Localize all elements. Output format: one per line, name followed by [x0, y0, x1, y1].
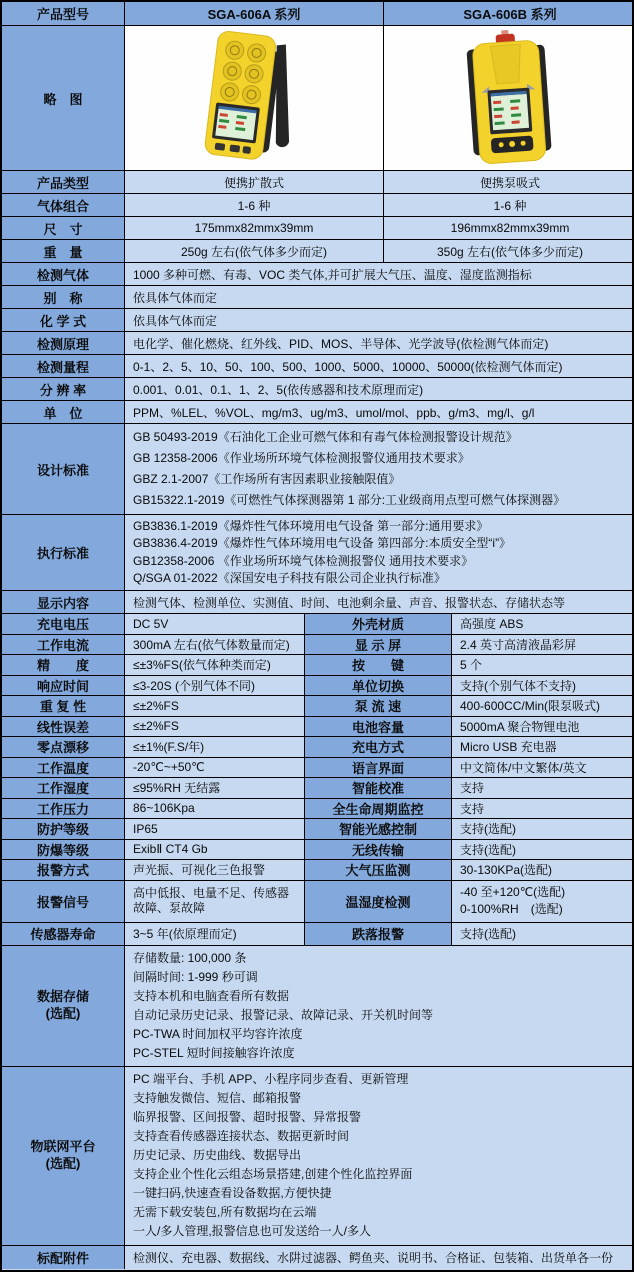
- spec-value: 依具体气体而定: [125, 309, 634, 332]
- spec-label: 尺 寸: [2, 217, 125, 240]
- spec-value: 1000 多种可燃、有毒、VOC 类气体,并可扩展大气压、温度、湿度监测指标: [125, 263, 634, 286]
- standard-line: GB3836.4-2019《爆炸性气体环境用电气设备 第四部分:本质安全型“i”》: [133, 536, 512, 551]
- spec-label: 智能校准: [305, 778, 452, 799]
- spec-value-a: 250g 左右(依气体多少而定): [125, 240, 384, 263]
- spec-value-a: 1-6 种: [125, 194, 384, 217]
- spec-value: 支持(选配): [452, 923, 634, 946]
- row-weight: [2, 240, 632, 263]
- spec-value: 支持: [452, 799, 634, 820]
- sketch-row: [2, 26, 632, 171]
- spec-label: 重 复 性: [2, 696, 125, 717]
- spec-label: 产品类型: [2, 171, 125, 194]
- row-alias: [2, 286, 632, 309]
- spec-label: 分 辨 率: [2, 378, 125, 401]
- spec-label: 工作电流: [2, 635, 125, 656]
- spec-label: 充电方式: [305, 737, 452, 758]
- feature-line: PC-TWA 时间加权平均容许浓度: [133, 1026, 303, 1041]
- standard-line: GB12358-2006 《作业场所环境气体检测报警仪 通用技术要求》: [133, 553, 474, 568]
- spec-label: 响应时间: [2, 676, 125, 697]
- feature-line: 支持企业个性化云组态场景搭建,创建个性化监控界面: [133, 1167, 413, 1182]
- spec-label: 气体组合: [2, 194, 125, 217]
- spec-value: 30-130KPa(选配): [452, 860, 634, 881]
- device-b-illustration: [430, 29, 590, 167]
- row-protection-grade: [2, 819, 632, 840]
- data-storage-list: [125, 946, 634, 1067]
- spec-value: ≤3-20S (个别气体不同): [125, 676, 305, 697]
- spec-value: ≤95%RH 无结露: [125, 778, 305, 799]
- row-working-temp: [2, 758, 632, 779]
- feature-line: 自动记录历史记录、报警记录、故障记录、开关机时间等: [133, 1007, 434, 1022]
- feature-line: PC 端平台、手机 APP、小程序同步查看、更新管理: [133, 1071, 409, 1086]
- spec-label: 零点漂移: [2, 737, 125, 758]
- spec-label: 防护等级: [2, 819, 125, 840]
- spec-label: 单位切换: [305, 676, 452, 697]
- row-exec-standards: [2, 515, 632, 591]
- spec-label: 检测气体: [2, 263, 125, 286]
- header-model-a: SGA-606A 系列: [125, 2, 384, 26]
- spec-label: 重 量: [2, 240, 125, 263]
- row-unit: [2, 401, 632, 424]
- spec-label: 显 示 屏: [305, 635, 452, 656]
- spec-label: 别 称: [2, 286, 125, 309]
- feature-line: 一人/多人管理,报警信息也可发送给一人/多人: [133, 1224, 372, 1239]
- spec-label: [2, 946, 125, 1067]
- row-working-pressure: [2, 799, 632, 820]
- row-product-type: [2, 171, 632, 194]
- spec-label: 报警方式: [2, 860, 125, 881]
- row-design-standards: [2, 424, 632, 515]
- spec-label: 按 键: [305, 655, 452, 676]
- spec-label: 化 学 式: [2, 309, 125, 332]
- spec-label: 检测原理: [2, 332, 125, 355]
- spec-label: 泵 流 速: [305, 696, 452, 717]
- spec-label: 执行标准: [2, 515, 125, 591]
- spec-value: 400-600CC/Min(限泵吸式): [452, 696, 634, 717]
- spec-label: 线性误差: [2, 717, 125, 738]
- temp-humidity-values: [452, 881, 634, 923]
- spec-value: 高强度 ABS: [452, 614, 634, 635]
- spec-label: 检测量程: [2, 355, 125, 378]
- row-working-current: [2, 635, 632, 656]
- row-iot-platform: [2, 1067, 632, 1246]
- spec-label: 传感器寿命: [2, 923, 125, 946]
- spec-value: 支持(选配): [452, 840, 634, 861]
- row-gas-combo: [2, 194, 632, 217]
- row-alarm-mode: [2, 860, 632, 881]
- spec-label: 智能光感控制: [305, 819, 452, 840]
- feature-line: 支持触发微信、短信、邮箱报警: [133, 1090, 302, 1105]
- feature-line: 间隔时间: 1-999 秒可调: [133, 969, 258, 984]
- spec-value-a: 175mmx82mmx39mm: [125, 217, 384, 240]
- spec-label: 电池容量: [305, 717, 452, 738]
- spec-label: 工作湿度: [2, 778, 125, 799]
- standard-line: Q/SGA 01-2022《深国安电子科技有限公司企业执行标准》: [133, 570, 446, 585]
- spec-label: 显示内容: [2, 591, 125, 614]
- spec-value: 电化学、催化燃烧、红外线、PID、MOS、半导体、光学波导(依检测气体而定): [125, 332, 634, 355]
- row-range: [2, 355, 632, 378]
- spec-value: 0-1、2、5、10、50、100、500、1000、5000、10000、50000(依检测气体而定): [125, 355, 634, 378]
- feature-line: 历史记录、历史曲线、数据导出: [133, 1147, 302, 1162]
- spec-label: 精 度: [2, 655, 125, 676]
- header-model-b: SGA-606B 系列: [384, 2, 634, 26]
- standard-line: GB 12358-2006《作业场所环境气体检测报警仪通用技术要求》: [133, 451, 470, 465]
- spec-value: 支持: [452, 778, 634, 799]
- spec-label: 温湿度检测: [305, 881, 452, 923]
- spec-label-line: 物联网平台: [30, 1139, 96, 1155]
- spec-value: ≤±2%FS: [125, 696, 305, 717]
- feature-line: 支持查看传感器连接状态、数据更新时间: [133, 1128, 350, 1143]
- spec-value: 依具体气体而定: [125, 286, 634, 309]
- feature-line: 临界报警、区间报警、超时报警、异常报警: [133, 1109, 362, 1124]
- spec-label: 大气压监测: [305, 860, 452, 881]
- spec-value: 检测气体、检测单位、实测值、时间、电池剩余量、声音、报警状态、存储状态等: [125, 591, 634, 614]
- row-resolution: [2, 378, 632, 401]
- spec-value: 300mA 左右(依气体数量而定): [125, 635, 305, 656]
- spec-value-b: 196mmx82mmx39mm: [384, 217, 634, 240]
- spec-value: IP65: [125, 819, 305, 840]
- spec-value: DC 5V: [125, 614, 305, 635]
- row-linearity: [2, 717, 632, 738]
- spec-value: 中文简体/中文繁体/英文: [452, 758, 634, 779]
- feature-line: 存储数量: 100,000 条: [133, 950, 247, 965]
- row-zero-drift: [2, 737, 632, 758]
- spec-value: 0.001、0.01、0.1、1、2、5(依传感器和技术原理而定): [125, 378, 634, 401]
- row-display-content: [2, 591, 632, 614]
- spec-label-line: (选配): [45, 1155, 81, 1171]
- spec-value-b: 便携泵吸式: [384, 171, 634, 194]
- spec-value-line: -40 至+120℃(选配): [460, 884, 566, 899]
- row-sensor-life: [2, 923, 632, 946]
- spec-label: 设计标准: [2, 424, 125, 515]
- sketch-label: 略 图: [2, 26, 125, 171]
- row-formula: [2, 309, 632, 332]
- spec-label-line: (选配): [45, 1005, 81, 1021]
- product-b-image: [384, 26, 634, 171]
- spec-value: 高中低报、电量不足、传感器故障、泵故障: [125, 881, 305, 923]
- header-label: 产品型号: [2, 2, 125, 26]
- spec-value: 86~106Kpa: [125, 799, 305, 820]
- spec-label: 单 位: [2, 401, 125, 424]
- feature-line: PC-STEL 短时间接触容许浓度: [133, 1045, 295, 1060]
- standard-line: GB3836.1-2019《爆炸性气体环境用电气设备 第一部分:通用要求》: [133, 519, 489, 534]
- design-standards-list: [125, 424, 634, 515]
- spec-value: ≤±1%(F.S/年): [125, 737, 305, 758]
- feature-line: 支持本机和电脑查看所有数据: [133, 988, 290, 1003]
- spec-label: [2, 1067, 125, 1246]
- row-charge-voltage: [2, 614, 632, 635]
- spec-value: 支持(选配): [452, 819, 634, 840]
- spec-value-a: 便携扩散式: [125, 171, 384, 194]
- spec-label: 跌落报警: [305, 923, 452, 946]
- spec-label: 外壳材质: [305, 614, 452, 635]
- spec-label: 无线传输: [305, 840, 452, 861]
- spec-value: ≤±3%FS(依气体种类而定): [125, 655, 305, 676]
- spec-label: 标配附件: [2, 1246, 125, 1269]
- row-alarm-signal: [2, 881, 632, 923]
- row-principle: [2, 332, 632, 355]
- standard-line: GB15322.1-2019《可燃性气体探测器第 1 部分:工业级商用点型可燃气体探测器》: [133, 493, 566, 507]
- row-accessories: [2, 1246, 632, 1269]
- spec-label: 工作温度: [2, 758, 125, 779]
- spec-value: 声光振、可视化三色报警: [125, 860, 305, 881]
- spec-value-b: 350g 左右(依气体多少而定): [384, 240, 634, 263]
- feature-line: 无需下载安装包,所有数据均在云端: [133, 1205, 317, 1220]
- spec-label: 防爆等级: [2, 840, 125, 861]
- row-explosion-proof: [2, 840, 632, 861]
- iot-feature-list: [125, 1067, 634, 1246]
- spec-value: 3~5 年(依原理而定): [125, 923, 305, 946]
- exec-standards-list: [125, 515, 634, 591]
- spec-value: 5000mA 聚合物锂电池: [452, 717, 634, 738]
- spec-label: 语言界面: [305, 758, 452, 779]
- spec-value: Micro USB 充电器: [452, 737, 634, 758]
- spec-value-line: 0-100%RH (选配): [460, 902, 563, 917]
- spec-label: 报警信号: [2, 881, 125, 923]
- spec-label-line: 数据存储: [36, 989, 89, 1005]
- spec-label: 充电电压: [2, 614, 125, 635]
- spec-value-b: 1-6 种: [384, 194, 634, 217]
- row-response-time: [2, 676, 632, 697]
- spec-value: PPM、%LEL、%VOL、mg/m3、ug/m3、umol/mol、ppb、g/m3、mg/l、g/l: [125, 401, 634, 424]
- spec-value: -20℃~+50℃: [125, 758, 305, 779]
- row-repeatability: [2, 696, 632, 717]
- feature-line: 一键扫码,快速查看设备数据,方便快捷: [133, 1186, 332, 1201]
- spec-value: ≤±2%FS: [125, 717, 305, 738]
- spec-value: ExibⅡ CT4 Gb: [125, 840, 305, 861]
- header-row: [2, 2, 632, 26]
- row-working-humidity: [2, 778, 632, 799]
- spec-label: 全生命周期监控: [305, 799, 452, 820]
- spec-value: 2.4 英寸高清液晶彩屏: [452, 635, 634, 656]
- row-data-storage: [2, 946, 632, 1067]
- spec-value: 检测仪、充电器、数据线、水阱过滤器、鳄鱼夹、说明书、合格证、包装箱、出货单各一份: [125, 1246, 634, 1269]
- row-detect-gas: [2, 263, 632, 286]
- row-accuracy: [2, 655, 632, 676]
- row-size: [2, 217, 632, 240]
- standard-line: GBZ 2.1-2007《工作场所有害因素职业接触限值》: [133, 472, 401, 486]
- standard-line: GB 50493-2019《石油化工企业可燃气体和有毒气体检测报警设计规范》: [133, 430, 518, 444]
- spec-label: 工作压力: [2, 799, 125, 820]
- spec-value: 支持(个别气体不支持): [452, 676, 634, 697]
- product-a-image: [125, 26, 384, 171]
- device-a-illustration: [169, 29, 339, 167]
- spec-value: 5 个: [452, 655, 634, 676]
